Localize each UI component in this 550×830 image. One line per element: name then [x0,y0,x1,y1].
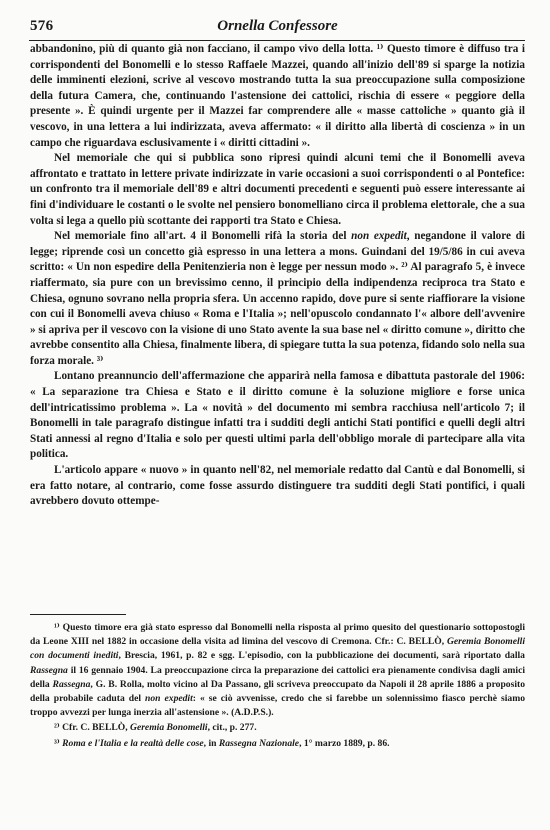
fn2-b: Geremia Bonomelli [130,722,208,734]
running-title: Ornella Confessore [217,18,338,34]
fn1-a: ¹⁾ Questo timore era già stato espresso dal Bonomelli nella risposta al primo quesito del questionario sottopostogli da Leone XIII nel 1882 in occasione della visita ad limina del vescovo di Cremona. Cfr.: C. BELLÒ, [30,622,525,648]
main-text [30,42,525,510]
paragraph-5: L'articolo appare « nuovo » in quanto nell'82, nel memoriale redatto dal Cantù e dal Bonomelli, si era fatto notare, al contrario, come fosse assurdo distinguere tra sudditi degli Stati pontifici, i quali avrebbero dovuto ottempe- [30,464,525,508]
footnotes [30,621,525,752]
header-rule [29,40,525,41]
fn2-c: , cit., p. 277. [207,722,257,734]
fn2-a: ²⁾ Cfr. C. BELLÒ, [54,722,131,734]
fn3-e: , 1° marzo 1889, p. 86. [299,737,390,749]
fn3-c: , in [203,737,219,749]
paragraph-4: Lontano preannuncio dell'affermazione che apparirà nella famosa e dibattuta pastorale del 1906: « La separazione tra Chiesa e Stato e il diritto comune è la soluzione migliore e forse unica dell'intricatissimo problema ». La « novità » del documento mi sembra racchiusa nell'articolo 7; il Bonomelli in tale paragrafo distingue infatti tra i sudditi degli antichi Stati pontifici e quelli degli altri Stati annessi al regno d'Italia e solo per questi ultimi parla dell'obbligo morale di partecipare alla vita politica. [30,370,525,461]
fn1-c: , Brescia, 1961, p. 82 e sgg. L'episodio, con la pubblicazione dei documenti, sarà riportato dalla [118,650,525,662]
page-header [30,18,525,36]
paragraph-2: Nel memoriale che qui si pubblica sono ripresi quindi alcuni temi che il Bonomelli aveva affrontato e trattato in lettere private indirizzate in varie occasioni a suoi corrispondenti o al Pontefice: un confronto tra il memoriale dell'89 e altri documenti precedenti e seguenti può essere interessante ai fini d'individuare le costanti o le svolte nel pensiero bonomelliano circa il problema elettorale, che a sua volta si lega a quello più scottante dei rapporti tra Stato e Chiesa. [30,152,525,227]
paragraph-3-text-a: Nel memoriale fino all'art. 4 il Bonomelli rifà la storia del [54,230,352,243]
fn3-d: Rassegna Nazionale [218,737,300,749]
fn1-f: Rassegna [52,678,91,690]
footnote-3 [30,737,525,751]
fn3-a: ³⁾ [54,737,63,749]
paragraph-3 [30,229,525,369]
fn1-d: Rassegna [30,664,68,676]
fn1-h: non expedit [145,693,193,705]
footnote-2 [30,721,525,735]
paragraph-3-text-b: , negandone il valore di legge; riprende così un concetto già espresso in una lettera a mons. Guindani del 19/5/86 in cui aveva scritto: « Un non espedire della Penitenzieria non è legge per nessun modo ». ²⁾ Al paragrafo 5, è invece riaffermato, sia pure con un brevissimo cenno, il principio della indipendenza reciproca tra Stato e Chiesa, ognuno sovrano nella propria sfera. Un accenno rapido, dove pure si sente riaffiorare la visione con cui il Bonomelli aveva chiuso « Roma e l'Italia »; nell'opuscolo condannato l'« albore dell'avvenire » si apriva per il vescovo con la visione di uno Stato avente la sua base nel « diritto comune », diritto che avrebbe consentito alla Chiesa, finalmente libera, di spiegare tutta la sua potenza, fidando solo nella sua forza morale. ³⁾ [30,230,526,367]
fn1-e: il 16 gennaio 1904. La preoccupazione circa la preparazione dei cattolici era pienamente condivisa dagli amici della [30,664,525,690]
page-number: 576 [30,18,54,34]
fn3-b: Roma e l'Italia e la realtà delle cose [62,737,204,749]
paragraph-3-italic: non expedit [351,230,407,243]
fn1-b: Geremia Bonomelli con documenti inediti [30,636,526,662]
paragraph-1: abbandonino, più di quanto già non facciano, il campo vivo della lotta. ¹⁾ Questo timore è diffuso tra i corrispondenti del Bonomelli e lo stesso Raffaele Mazzei, quando all'inizio dell'89 si sparge la notizia delle imminenti elezioni, scrive al vescovo mostrando tutta la sua preoccupazione sulla composizione della futura Camera, che, continuando l'astensione dei cattolici, rischia di essere « peggiore della presente ». È quindi urgente per il Mazzei far comprendere alle « masse cattoliche » quanto già il vescovo, in una lettera a lui indirizzata, aveva affermato: « il diritto alla libertà di coscienza » in un campo che riguardava esclusivamente i « diritti cittadini ». [30,43,525,149]
fn1-g: , G. B. Rolla, molto vicino al Da Passano, gli scriveva preoccupato da Napoli il 28 aprile 1886 a proposito della probabile caduta del [30,678,525,705]
fn1-i: : « se ciò avvenisse, credo che si farebbe un solennissimo fiasco perchè siamo troppo avvezzi per lunga inerzia all'astensione ». (A.D.P.S.). [30,693,526,719]
footnote-rule [30,614,126,615]
footnote-1 [30,621,525,720]
